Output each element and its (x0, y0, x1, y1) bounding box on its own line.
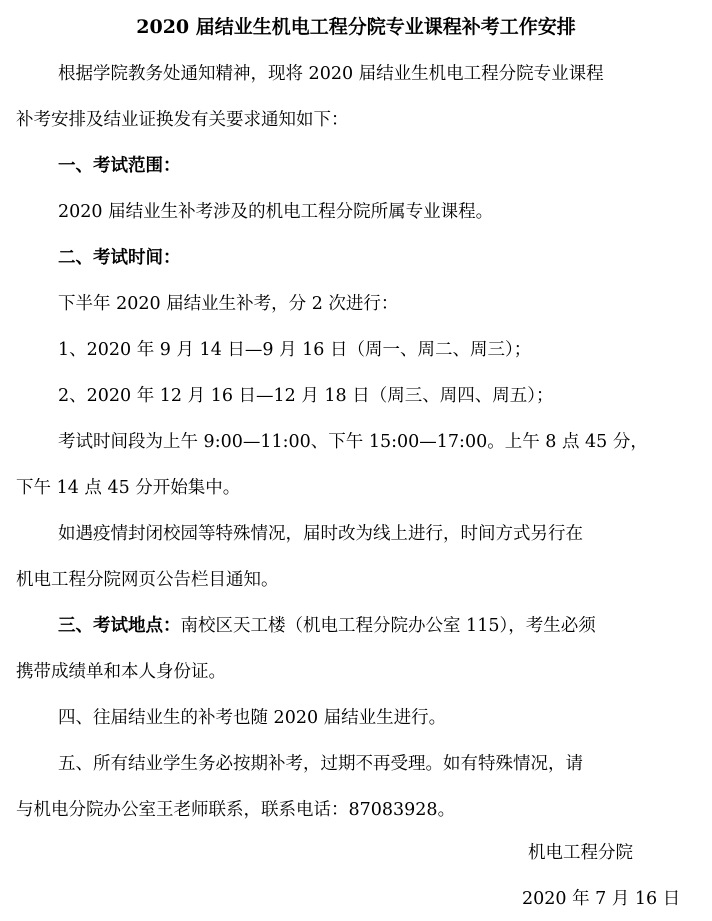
section-5-line-1: 五、所有结业学生务必按期补考，过期不再受理。如有特殊情况，请 (58, 754, 583, 774)
section-2-line-5: 下午 14 点 45 分开始集中。 (16, 478, 241, 498)
section-2-line-1: 下半年 2020 届结业生补考，分 2 次进行： (58, 294, 399, 314)
signature-date: 2020 年 7 月 16 日 (522, 889, 681, 909)
section-5-line-2: 与机电分院办公室王老师联系，联系电话：87083928。 (16, 800, 456, 820)
section-2-line-4: 考试时间段为上午 9:00—11:00、下午 15:00—17:00。上午 8 点 45 分， (58, 432, 648, 452)
document-title: 2020 届结业生机电工程分院专业课程补考工作安排 (136, 16, 576, 38)
section-3-heading: 三、考试地点： (58, 616, 181, 636)
section-3-text-b: 携带成绩单和本人身份证。 (16, 662, 226, 682)
section-2-line-3: 2、2020 年 12 月 16 日—12 月 18 日（周三、周四、周五）； (58, 386, 554, 406)
section-1-heading: 一、考试范围： (58, 156, 181, 176)
intro-line-1: 根据学院教务处通知精神，现将 2020 届结业生机电工程分院专业课程 (58, 64, 604, 84)
section-2-line-6: 如遇疫情封闭校园等特殊情况，届时改为线上进行，时间方式另行在 (58, 524, 583, 544)
section-2-heading: 二、考试时间： (58, 248, 181, 268)
section-1-text: 2020 届结业生补考涉及的机电工程分院所属专业课程。 (58, 202, 494, 222)
section-3-line-1 (16, 604, 700, 648)
intro-line-2: 补考安排及结业证换发有关要求通知如下： (16, 110, 349, 130)
section-2-line-7: 机电工程分院网页公告栏目通知。 (16, 570, 279, 590)
section-4-text: 四、往届结业生的补考也随 2020 届结业生进行。 (58, 708, 447, 728)
section-2-line-2: 1、2020 年 9 月 14 日—9 月 16 日（周一、周二、周三）； (58, 340, 532, 360)
signature-org: 机电工程分院 (528, 843, 633, 863)
section-3-text-a: 南校区天工楼（机电工程分院办公室 115），考生必须 (180, 616, 596, 636)
